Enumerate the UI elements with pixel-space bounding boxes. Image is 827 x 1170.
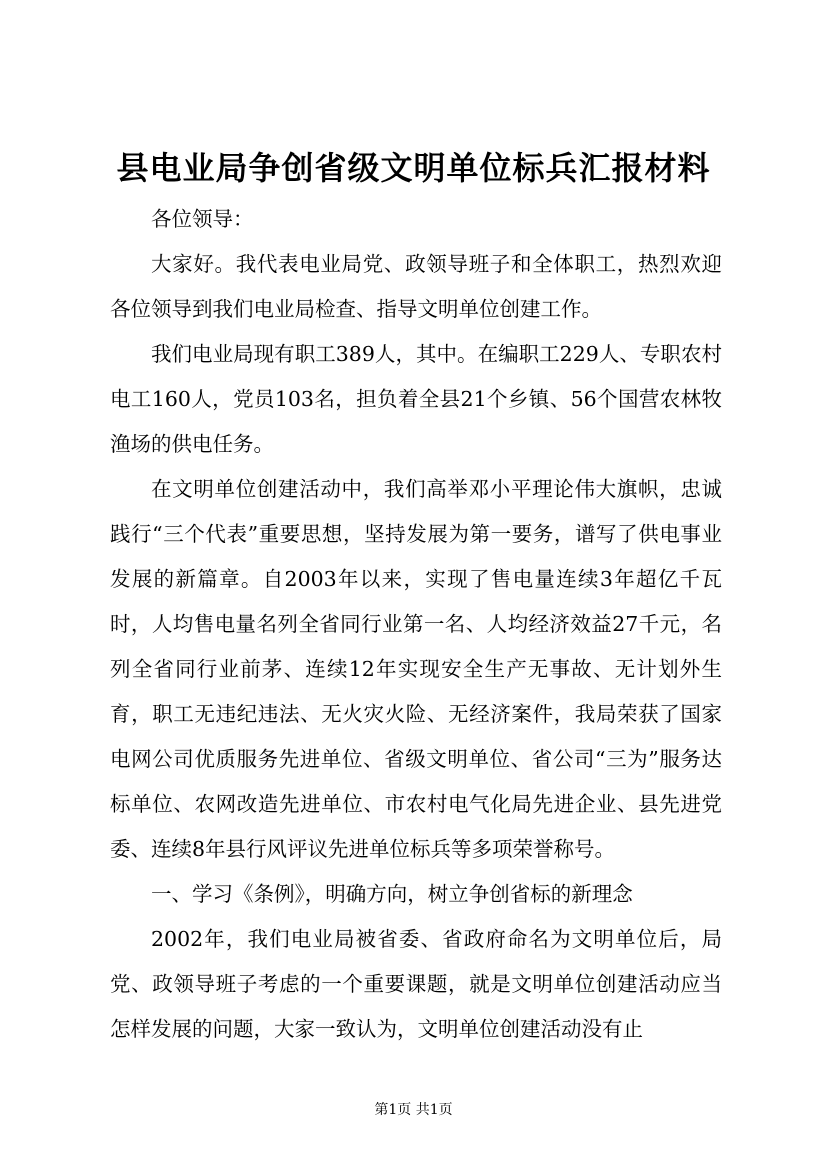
achievements-paragraph: 在文明单位创建活动中，我们高举邓小平理论伟大旗帜，忠诚践行“三个代表”重要思想，坚持发展为第一要务，谱写了供电事业发展的新篇章。自2003年以来，实现了售电量连续3年超亿千瓦时，人均售电量名列全省同行业第一名、人均经济效益27千元，名列全省同行业前茅、连续12年实现安全生产无事故、无计划外生育，职工无违纪违法、无火灾火险、无经济案件，我局荣获了国家电网公司优质服务先进单位、省级文明单位、省公司“三为”服务达标单位、农网改造先进单位、市农村电气化局先进企业、县先进党委、连续8年县行风评议先进单位标兵等多项荣誉称号。 (110, 477, 722, 861)
salutation-paragraph: 各位领导： (151, 207, 254, 231)
section-heading-1: 一、学习《条例》，明确方向，树立争创省标的新理念 (151, 882, 633, 906)
document-title: 县电业局争创省级文明单位标兵汇报材料 (116, 149, 711, 187)
staff-overview-paragraph: 我们电业局现有职工389人，其中。在编职工229人、专职农村电工160人，党员103名，担负着全县21个乡镇、56个国营农林牧渔场的供电任务。 (110, 342, 722, 456)
section-1-paragraph: 2002年，我们电业局被省委、省政府命名为文明单位后，局党、政领导班子考虑的一个重要课题，就是文明单位创建活动应当怎样发展的问题，大家一致认为，文明单位创建活动没有止 (110, 927, 722, 1041)
greeting-paragraph: 大家好。我代表电业局党、政领导班子和全体职工，热烈欢迎各位领导到我们电业局检查、指导文明单位创建工作。 (110, 252, 722, 321)
document-body (110, 197, 722, 1052)
page-footer: 第1页 共1页 (374, 1102, 453, 1118)
